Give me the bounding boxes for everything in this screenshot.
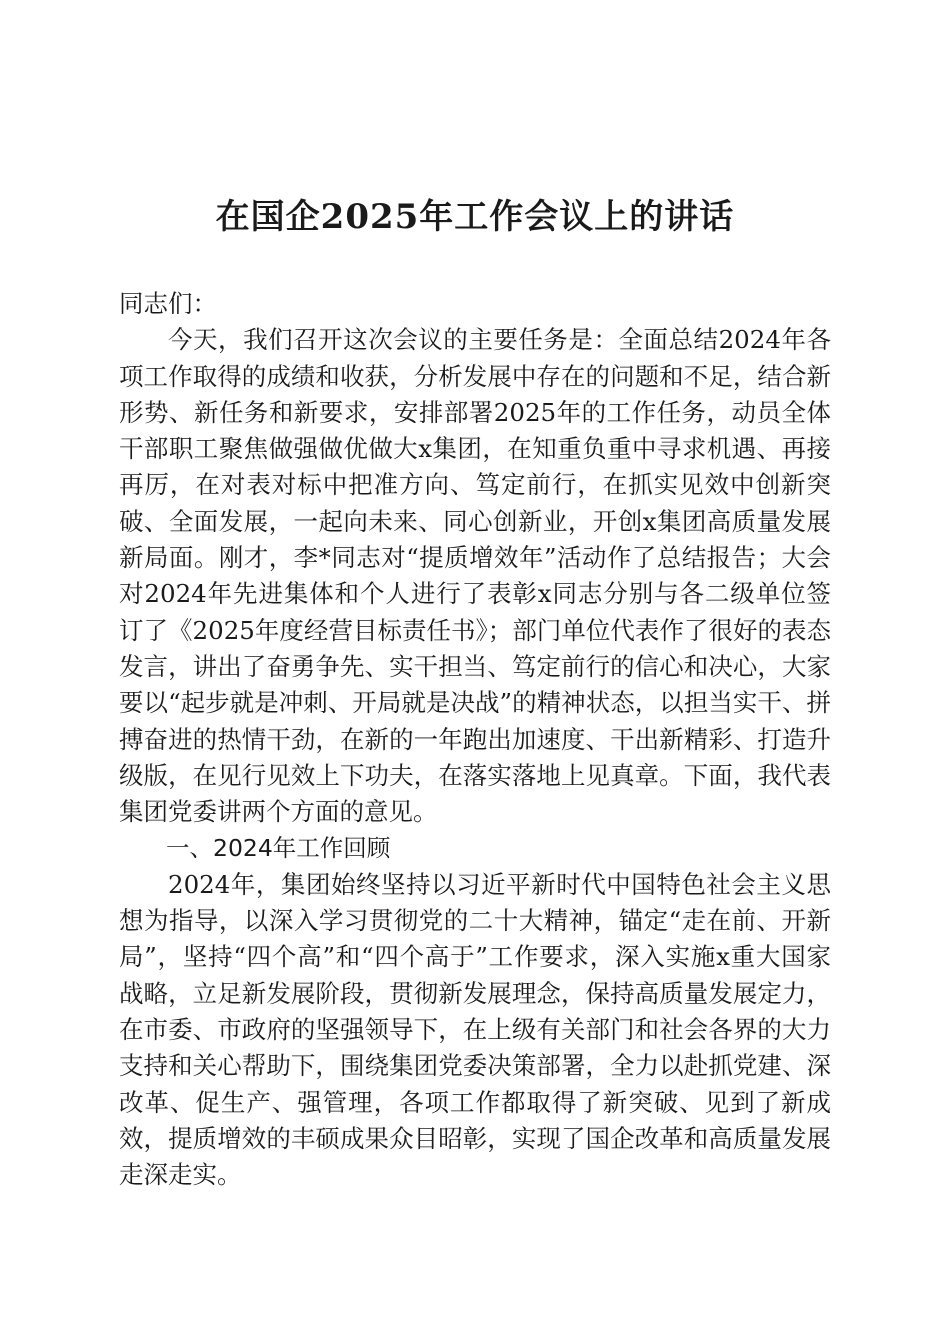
intro-paragraph: 今天，我们召开这次会议的主要任务是：全面总结2024年各项工作取得的成绩和收获，分析发展中存在的问题和不足，结合新形势、新任务和新要求，安排部署2025年的工作任务，动员全体干部职工聚焦做强做优做大x集团，在知重负重中寻求机遇、再接再厉，在对表对标中把准方向、笃定前行，在抓实见效中创新突破、全面发展，一起向未来、同心创新业，开创x集团高质量发展新局面。刚才，李*同志对“提质增效年”活动作了总结报告；大会对2024年先进集体和个人进行了表彰x同志分别与各二级单位签订了《2025年度经营目标责任书》；部门单位代表作了很好的表态发言，讲出了奋勇争先、实干担当、笃定前行的信心和决心，大家要以“起步就是冲刺、开局就是决战”的精神状态，以担当实干、拼搏奋进的热情干劲，在新的一年跑出加速度、干出新精彩、打造升级版，在见行见效上下功夫，在落实落地上见真章。下面，我代表集团党委讲两个方面的意见。	[119, 325, 831, 827]
document-body	[119, 286, 831, 1193]
salutation: 同志们：	[119, 289, 217, 318]
document-title: 在国企2025年工作会议上的讲话	[215, 196, 735, 237]
section-paragraph: 2024年，集团始终坚持以习近平新时代中国特色社会主义思想为指导，以深入学习贯彻党的二十大精神，锚定“走在前、开新局”，坚持“四个高”和“四个高于”工作要求，深入实施x重大国家战略，立足新发展阶段，贯彻新发展理念，保持高质量发展定力，在市委、市政府的坚强领导下，在上级有关部门和社会各界的大力支持和关心帮助下，围绕集团党委决策部署，全力以赴抓党建、深改革、促生产、强管理，各项工作都取得了新突破、见到了新成效，提质增效的丰硕成果众目昭彰，实现了国企改革和高质量发展走深走实。	[119, 869, 831, 1190]
section-heading: 一、2024年工作回顾	[166, 834, 391, 863]
